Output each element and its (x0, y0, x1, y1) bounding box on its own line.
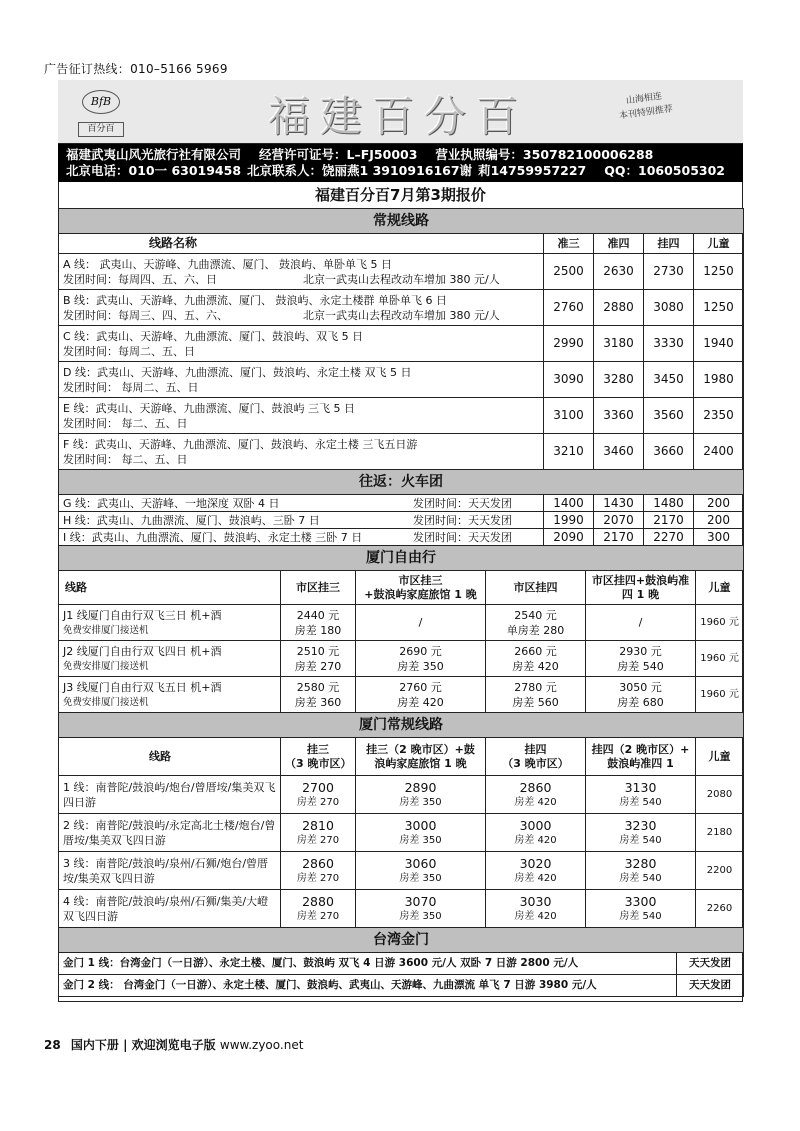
price-cell: 1250 (694, 254, 744, 290)
departure-time: 发团时间：每周四、五、六、日 (63, 272, 217, 286)
footer-section: 国内下册 (70, 1038, 119, 1052)
page-number: 28 (44, 1038, 61, 1052)
price-cell: 300 (694, 529, 744, 546)
package-row (59, 890, 744, 928)
route-schedule-line (63, 344, 539, 359)
price-value: 3050 元 (619, 680, 662, 694)
room-diff: 房差 270 (296, 910, 340, 922)
price-cell: 3460 (594, 434, 644, 470)
slogan-line-1: 山海相连 (625, 91, 663, 107)
departure-time: 发团时间： 每二、五、日 (63, 416, 188, 430)
route-description (59, 290, 544, 326)
kinmen-route-row (59, 953, 744, 975)
price-value: 3030 (519, 893, 552, 909)
column-header: 挂四（2 晚市区）+ 鼓浪屿准四 1 (586, 738, 696, 776)
room-diff: 房差 350 (399, 910, 442, 922)
price-value: 2930 元 (619, 644, 662, 658)
section-title-regular: 常规线路 (59, 209, 744, 234)
price-cell (281, 605, 356, 641)
route-schedule-line (63, 272, 539, 287)
regular-route-row (59, 362, 744, 398)
departure-time: 发团时间： 每二、五、日 (63, 452, 188, 466)
regular-route-row (59, 254, 744, 290)
header-price-3: 挂四 (644, 234, 694, 254)
price-cell (486, 890, 586, 928)
price-value: 2860 (519, 779, 552, 795)
price-cell (586, 852, 696, 890)
train-departure: 发团时间：天天发团 (413, 530, 512, 544)
route-line: A 线： 武夷山、天游峰、九曲漂流、厦门、 鼓浪屿、单卧单飞 5 日 (63, 257, 393, 271)
header-price-1: 准三 (544, 234, 594, 254)
price-cell (486, 814, 586, 852)
footer-text: 欢迎浏览电子版 (131, 1038, 216, 1052)
price-value: 2540 元 (514, 608, 557, 622)
price-cell: 200 (694, 495, 744, 512)
package-title: J2 线厦门自由行双飞四日 机+酒 (63, 644, 222, 658)
price-value: 2510 元 (296, 644, 340, 658)
price-value: 2810 (302, 817, 334, 833)
price-cell: 2760 (544, 290, 594, 326)
page-title: 福建百分百7月第3期报价 (315, 186, 486, 204)
price-cell: 3330 (644, 326, 694, 362)
room-diff: 房差 180 (294, 623, 342, 637)
route-note: 北京一武夷山去程改动车增加 380 元/人 (303, 272, 500, 286)
package-subnote: 免费安排厦门接送机 (63, 624, 149, 636)
regular-route-row (59, 326, 744, 362)
room-diff: 房差 420 (512, 659, 559, 673)
price-cell (586, 814, 696, 852)
ad-hotline: 广告征订热线：010–5166 5969 (44, 62, 228, 76)
price-cell (586, 641, 696, 677)
kinmen-departure: 天天发团 (677, 953, 744, 975)
regular-route-row (59, 434, 744, 470)
route-line: E 线：武夷山、天游峰、九曲漂流、厦门、鼓浪屿 三飞 5 日 (63, 401, 355, 415)
header-route-name: 线路名称 (59, 234, 544, 254)
kinmen-route: 金门 2 线： 台湾金门（一日游）、永定土楼、厦门、鼓浪屿、武夷山、天游峰、九曲漂流 单飞 7 日游 3980 元/人 (59, 975, 677, 997)
slogan-stamp (616, 88, 673, 123)
room-diff: 房差 350 (399, 872, 442, 884)
price-cell (356, 776, 486, 814)
price-cell (486, 641, 586, 677)
price-cell (356, 814, 486, 852)
package-title: 4 线：南普陀/鼓浪屿/泉州/石狮/集美/大嶝双飞四日游 (63, 894, 269, 923)
price-cell (281, 776, 356, 814)
package-name (59, 677, 281, 713)
package-name (59, 641, 281, 677)
price-value: 2700 (302, 779, 334, 795)
column-header: 市区挂四 (486, 571, 586, 605)
section-title-xiamen-free: 厦门自由行 (59, 546, 744, 571)
train-route: G 线：武夷山、天游峰、一地深度 双卧 4 日 (63, 496, 280, 510)
room-diff: 房差 540 (619, 910, 662, 922)
train-route-row (59, 512, 744, 529)
package-title: 1 线：南普陀/鼓浪屿/炮台/曾厝垵/集美双飞四日游 (63, 780, 276, 809)
agency-name: 福建武夷山风光旅行社有限公司 (66, 147, 242, 162)
route-schedule-line (63, 416, 539, 431)
route-note: 北京一武夷山去程改动车增加 380 元/人 (303, 308, 500, 322)
package-title: 2 线：南普陀/鼓浪屿/永定高北土楼/炮台/曾厝垵/集美双飞四日游 (63, 818, 276, 847)
route-line: D 线：武夷山、天游峰、九曲漂流、厦门、鼓浪屿、永定土楼 双飞 5 日 (63, 365, 412, 379)
room-diff: 房差 420 (514, 834, 557, 846)
column-header: 市区挂四+鼓浪屿准 四 1 晚 (586, 571, 696, 605)
price-value: 2890 (404, 779, 437, 795)
price-cell: 200 (694, 512, 744, 529)
package-name (59, 776, 281, 814)
price-cell: 3450 (644, 362, 694, 398)
package-name (59, 605, 281, 641)
room-diff: 房差 350 (399, 834, 442, 846)
train-route-row (59, 495, 744, 512)
price-cell: 3660 (644, 434, 694, 470)
price-cell: 2070 (594, 512, 644, 529)
departure-time: 发团时间： 每周二、五、日 (63, 380, 199, 394)
price-value: 3020 (519, 855, 552, 871)
route-description (59, 254, 544, 290)
train-route-description (59, 529, 544, 546)
train-route-line (63, 513, 539, 528)
package-title: 3 线：南普陀/鼓浪屿/泉州/石狮/炮台/曾厝垵/集美双飞四日游 (63, 856, 269, 885)
child-price: 1960 元 (696, 605, 744, 641)
price-cell: 3360 (594, 398, 644, 434)
room-diff: 房差 540 (619, 796, 662, 808)
price-cell (281, 890, 356, 928)
child-price: 1960 元 (696, 641, 744, 677)
table-header-row (59, 571, 744, 605)
brand-calligraphy: 福建百分百 (268, 92, 529, 141)
price-cell: 1400 (544, 495, 594, 512)
price-value: 3300 (624, 893, 657, 909)
price-cell (586, 605, 696, 641)
child-price: 2200 (696, 852, 744, 890)
qq-number: QQ：1060505302 (604, 163, 725, 178)
column-header: 线路 (59, 738, 281, 776)
room-diff: 房差 420 (514, 872, 557, 884)
price-value: 3230 (624, 817, 657, 833)
column-header: 挂四 （3 晚市区） (486, 738, 586, 776)
price-cell: 2500 (544, 254, 594, 290)
price-value: 2690 元 (399, 644, 442, 658)
agency-license: 经营许可证号：L–FJ50003 (259, 147, 418, 162)
train-route-description (59, 495, 544, 512)
price-cell: 2730 (644, 254, 694, 290)
package-name (59, 814, 281, 852)
price-cell (281, 641, 356, 677)
route-line: C 线：武夷山、天游峰、九曲漂流、厦门、鼓浪屿、双飞 5 日 (63, 329, 364, 343)
brand-logo (72, 84, 128, 138)
price-cell: 1990 (544, 512, 594, 529)
room-diff: 房差 350 (397, 659, 444, 673)
package-title: J1 线厦门自由行双飞三日 机+酒 (63, 608, 222, 622)
room-diff: 房差 540 (619, 834, 662, 846)
regular-routes-table (58, 208, 744, 546)
price-cell: 3090 (544, 362, 594, 398)
beijing-contact: 北京联系人：饶丽燕1 3910916167谢 (247, 163, 473, 178)
train-route-description (59, 512, 544, 529)
train-route: I 线：武夷山、九曲漂流、厦门、鼓浪屿、永定土楼 三卧 7 日 (63, 530, 363, 544)
route-description (59, 326, 544, 362)
price-cell (281, 852, 356, 890)
price-cell: 2400 (694, 434, 744, 470)
price-cell: 1480 (644, 495, 694, 512)
room-diff: 房差 540 (617, 659, 664, 673)
price-value: 3070 (404, 893, 437, 909)
taiwan-kinmen-table (58, 927, 744, 997)
package-row (59, 677, 744, 713)
room-diff: 房差 420 (514, 910, 557, 922)
room-diff: 房差 560 (512, 695, 559, 709)
price-cell (486, 776, 586, 814)
room-diff: 房差 270 (296, 872, 340, 884)
price-cell (356, 677, 486, 713)
price-cell: 1250 (694, 290, 744, 326)
room-diff: 房差 360 (294, 695, 342, 709)
header-banner (58, 80, 743, 144)
column-header: 挂三（2 晚市区）+鼓 浪屿家庭旅馆 1 晚 (356, 738, 486, 776)
price-value: 3280 (624, 855, 657, 871)
package-subnote: 免费安排厦门接送机 (63, 660, 149, 672)
price-cell: 3080 (644, 290, 694, 326)
column-header: 市区挂三 +鼓浪屿家庭旅馆 1 晚 (356, 571, 486, 605)
regular-route-row (59, 398, 744, 434)
price-cell: 2990 (544, 326, 594, 362)
price-value: 2440 元 (296, 608, 340, 622)
train-departure: 发团时间：天天发团 (413, 496, 512, 510)
package-name (59, 852, 281, 890)
route-schedule-line (63, 452, 539, 467)
price-tables (58, 208, 743, 997)
logo-emblem: BfB (82, 90, 120, 114)
package-row (59, 814, 744, 852)
price-cell: 2270 (644, 529, 694, 546)
price-cell: 3100 (544, 398, 594, 434)
package-title: J3 线厦门自由行双飞五日 机+酒 (63, 680, 222, 694)
price-cell: 2170 (594, 529, 644, 546)
regular-route-row (59, 290, 744, 326)
price-value: 2860 (302, 855, 334, 871)
price-cell: 3180 (594, 326, 644, 362)
price-cell (586, 776, 696, 814)
price-cell: 2090 (544, 529, 594, 546)
price-cell: 2630 (594, 254, 644, 290)
price-cell: 2170 (644, 512, 694, 529)
departure-time: 发团时间：每周二、五、日 (63, 344, 195, 358)
price-value: 3000 (404, 817, 437, 833)
price-value: 2660 元 (514, 644, 557, 658)
price-value: / (638, 616, 643, 629)
package-row (59, 605, 744, 641)
kinmen-departure: 天天发团 (677, 975, 744, 997)
kinmen-route: 金门 1 线：台湾金门（一日游）、永定土楼、厦门、鼓浪屿 双飞 4 日游 3600 元/人 双卧 7 日游 2800 元/人 (59, 953, 677, 975)
price-cell: 3280 (594, 362, 644, 398)
xiamen-free-table (58, 545, 744, 713)
price-cell: 1940 (694, 326, 744, 362)
child-price: 1960 元 (696, 677, 744, 713)
room-diff: 房差 680 (617, 695, 664, 709)
column-header: 儿童 (696, 571, 744, 605)
price-cell: 3560 (644, 398, 694, 434)
price-value: 2780 元 (514, 680, 557, 694)
departure-time: 发团时间：每周三、四、五、六、 (63, 308, 228, 322)
room-diff: 房差 350 (399, 796, 442, 808)
price-cell (281, 677, 356, 713)
price-value: 2580 元 (296, 680, 340, 694)
room-diff: 房差 420 (397, 695, 444, 709)
price-cell: 1980 (694, 362, 744, 398)
room-diff: 房差 270 (296, 834, 340, 846)
xiamen-regular-table (58, 712, 744, 928)
agency-biz-license: 营业执照编号：350782100006288 (435, 147, 654, 162)
room-diff: 房差 420 (514, 796, 557, 808)
train-route: H 线：武夷山、九曲漂流、厦门、鼓浪屿、三卧 7 日 (63, 513, 320, 527)
price-value: 3000 (519, 817, 552, 833)
price-cell: 2350 (694, 398, 744, 434)
child-price: 2260 (696, 890, 744, 928)
route-description (59, 362, 544, 398)
price-value: / (418, 616, 423, 629)
price-cell (586, 677, 696, 713)
price-cell (586, 890, 696, 928)
section-title-taiwan: 台湾金门 (59, 928, 744, 953)
room-diff: 房差 540 (619, 872, 662, 884)
footer-url[interactable]: www.zyoo.net (219, 1038, 304, 1052)
beijing-contact-2: 莉14759957227 (478, 163, 587, 178)
room-diff: 房差 270 (296, 796, 340, 808)
price-cell (486, 605, 586, 641)
price-value: 3060 (404, 855, 437, 871)
package-row (59, 641, 744, 677)
table-header-row (59, 738, 744, 776)
kinmen-route-row (59, 975, 744, 997)
beijing-phone: 北京电话：010一 63019458 (66, 163, 242, 178)
header-child: 儿童 (694, 234, 744, 254)
column-header: 市区挂三 (281, 571, 356, 605)
section-title-xiamen-regular: 厦门常规线路 (59, 713, 744, 738)
column-header: 儿童 (696, 738, 744, 776)
route-schedule-line (63, 380, 539, 395)
price-cell (486, 677, 586, 713)
package-row (59, 852, 744, 890)
price-cell: 3210 (544, 434, 594, 470)
agency-info-bar (58, 144, 743, 182)
train-route-row (59, 529, 744, 546)
room-diff: 房差 270 (294, 659, 342, 673)
route-line: F 线：武夷山、天游峰、九曲漂流、厦门、鼓浪屿、永定土楼 三飞五日游 (63, 437, 418, 451)
price-value: 2760 元 (399, 680, 442, 694)
column-header: 线路 (59, 571, 281, 605)
child-price: 2080 (696, 776, 744, 814)
package-subnote: 免费安排厦门接送机 (63, 696, 149, 708)
column-header: 挂三 （3 晚市区） (281, 738, 356, 776)
footer-divider: | (123, 1038, 128, 1052)
header-price-2: 准四 (594, 234, 644, 254)
page-footer (44, 1036, 303, 1053)
child-price: 2180 (696, 814, 744, 852)
package-name (59, 890, 281, 928)
train-route-line (63, 496, 539, 511)
price-cell (356, 641, 486, 677)
price-value: 3130 (624, 779, 657, 795)
price-value: 2880 (302, 893, 334, 909)
price-cell (356, 605, 486, 641)
price-cell: 2880 (594, 290, 644, 326)
price-cell (356, 890, 486, 928)
package-row (59, 776, 744, 814)
section-title-train: 往返：火车团 (59, 470, 744, 495)
logo-caption: 百分百 (78, 122, 124, 137)
price-cell: 1430 (594, 495, 644, 512)
price-cell (356, 852, 486, 890)
route-schedule-line (63, 308, 539, 323)
route-line: B 线：武夷山、天游峰、九曲漂流、厦门、 鼓浪屿、永定土楼群 单卧单飞 6 日 (63, 293, 448, 307)
slogan-line-2: 本刊特别推荐 (618, 104, 674, 122)
route-description (59, 398, 544, 434)
price-cell (486, 852, 586, 890)
price-cell (281, 814, 356, 852)
train-departure: 发团时间：天天发团 (413, 513, 512, 527)
room-diff: 单房差 280 (506, 623, 565, 637)
route-description (59, 434, 544, 470)
train-route-line (63, 530, 539, 545)
